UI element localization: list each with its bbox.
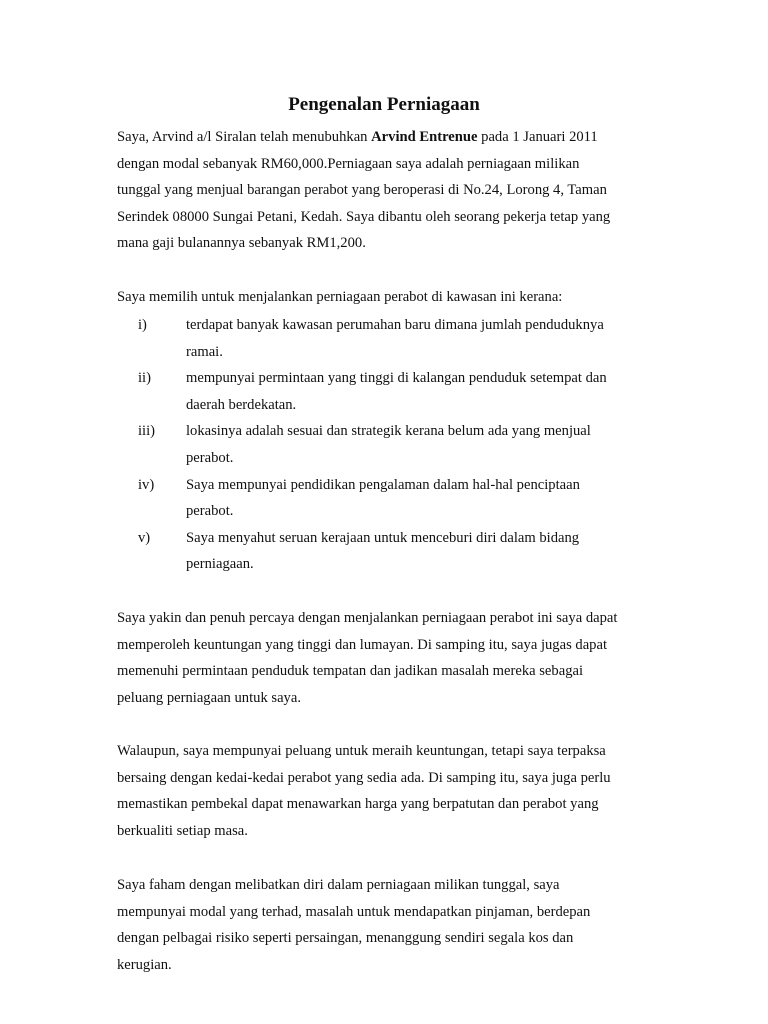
list-text (186, 312, 656, 365)
intro-line-1 (117, 124, 657, 151)
paragraph-line: memenuhi permintaan penduduk tempatan dan jadikan masalah mereka sebagai (117, 663, 584, 680)
challenges-paragraph (117, 738, 657, 844)
list-text-line: Saya mempunyai pendidikan pengalaman dalam hal-hal penciptaan (186, 476, 580, 493)
paragraph-line: Saya faham dengan melibatkan diri dalam perniagaan milikan tunggal, saya (117, 877, 560, 893)
list-text (186, 365, 656, 418)
paragraph-line: bersaing dengan kedai-kedai perabot yang sedia ada. Di samping itu, saya juga perlu (117, 769, 611, 786)
list-text-line: mempunyai permintaan yang tinggi di kalangan penduduk setempat dan (186, 370, 607, 387)
paragraph-line: kerugian. (117, 956, 172, 973)
list-item (0, 472, 768, 525)
list-number: ii) (138, 370, 151, 387)
list-text-line: terdapat banyak kawasan perumahan baru dimana jumlah penduduknya (186, 317, 604, 333)
paragraph-line: berkualiti setiap masa. (117, 822, 248, 839)
paragraph-line: mempunyai modal yang terhad, masalah untuk mendapatkan pinjaman, berdepan (117, 903, 591, 920)
list-text (186, 418, 656, 471)
list-text (186, 472, 656, 525)
list-text-line: perniagaan. (186, 556, 254, 573)
page-title: Pengenalan Perniagaan (288, 94, 480, 115)
reasons-list (0, 312, 768, 578)
intro-line-4: Serindek 08000 Sungai Petani, Kedah. Saya dibantu oleh seorang pekerja tetap yang (117, 208, 611, 225)
intro-line-5: mana gaji bulanannya sebanyak RM1,200. (117, 235, 366, 252)
paragraph-line: memperoleh keuntungan yang tinggi dan lumayan. Di samping itu, saya jugas dapat (117, 636, 607, 653)
paragraph-line: memastikan pembekal dapat menawarkan harga yang berpatutan dan perabot yang (117, 796, 599, 813)
list-text-line: Saya menyahut seruan kerajaan untuk menceburi diri dalam bidang (186, 529, 580, 546)
intro-line-2: dengan modal sebanyak RM60,000.Perniagaan saya adalah perniagaan milikan (117, 155, 580, 172)
list-text-line: ramai. (186, 343, 223, 360)
list-item (0, 525, 768, 578)
intro-text: pada 1 Januari 2011 (477, 129, 598, 145)
intro-paragraph (117, 124, 657, 257)
list-number: iv) (138, 476, 155, 493)
list-number: v) (138, 529, 151, 546)
list-item (0, 365, 768, 418)
list-text-line: perabot. (186, 503, 234, 520)
list-text-line: daerah berdekatan. (186, 396, 297, 413)
list-text-line: perabot. (186, 449, 234, 466)
paragraph-line: dengan pelbagai risiko seperti persaingan, menanggung sendiri segala kos dan (117, 930, 574, 947)
list-item (0, 418, 768, 471)
list-number: i) (138, 317, 147, 333)
intro-line-3: tunggal yang menjual barangan perabot yang beroperasi di No.24, Lorong 4, Taman (117, 182, 607, 199)
risks-paragraph (117, 872, 657, 978)
list-item (0, 312, 768, 365)
paragraph-line: Walaupun, saya mempunyai peluang untuk meraih keuntungan, tetapi saya terpaksa (117, 743, 606, 759)
reasons-intro-text: Saya memilih untuk menjalankan perniagaan perabot di kawasan ini kerana: (117, 289, 563, 305)
paragraph-line: Saya yakin dan penuh percaya dengan menjalankan perniagaan perabot ini saya dapat (117, 610, 618, 626)
intro-text: Saya, Arvind a/l Siralan telah menubuhkan (117, 129, 372, 145)
paragraph-line: peluang perniagaan untuk saya. (117, 689, 301, 706)
list-text-line: lokasinya adalah sesuai dan strategik kerana belum ada yang menjual (186, 423, 591, 440)
list-text (186, 525, 656, 578)
list-number: iii) (138, 423, 156, 440)
business-name: Arvind Entrenue (371, 129, 478, 145)
confidence-paragraph (117, 605, 657, 711)
reasons-intro (117, 284, 657, 311)
